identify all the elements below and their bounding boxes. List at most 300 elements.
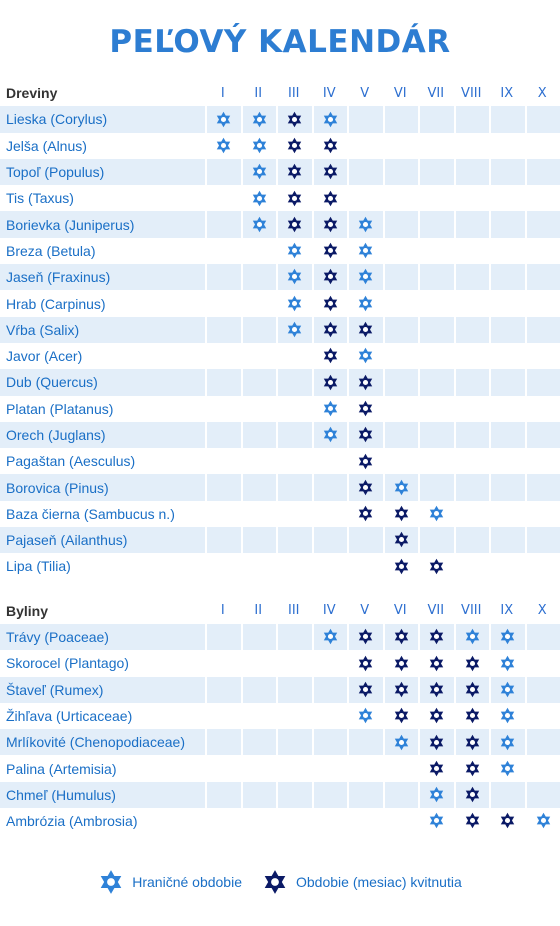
month-header: IX [500,85,514,101]
plant-name: Jaseň (Fraxinus) [0,264,205,290]
month-cell [525,729,560,755]
plant-row [0,501,560,527]
month-cell [525,290,560,316]
month-header: IV [322,603,336,619]
section-header-row [0,598,560,624]
month-cell [525,553,560,579]
month-cell [241,369,277,395]
month-cell [525,527,560,553]
star-of-david-dark-icon [322,268,339,285]
month-cell [276,782,312,808]
month-cell [205,159,241,185]
month-cell [276,808,312,834]
month-cell [418,474,454,500]
month-cell [347,527,383,553]
month-cell [276,650,312,676]
month-cell [276,211,312,237]
month-cell [454,755,490,781]
star-of-david-dark-icon [428,734,445,751]
month-cell [489,650,525,676]
month-cell [276,703,312,729]
star-of-david-dark-icon [286,163,303,180]
star-of-david-dark-icon [464,786,481,803]
plant-name: Orech (Juglans) [0,422,205,448]
month-cell [347,159,383,185]
month-cell [489,343,525,369]
month-cell [276,396,312,422]
star-of-david-dark-icon [464,707,481,724]
month-cell [418,808,454,834]
month-cell [205,527,241,553]
star-of-david-light-icon [499,707,516,724]
month-cell [489,755,525,781]
legend-item-flowering [262,869,462,895]
month-cell [454,159,490,185]
month-cell [205,703,241,729]
month-cell [347,501,383,527]
month-header: III [287,85,300,101]
month-cell [383,185,419,211]
month-cell [383,238,419,264]
month-cell [454,448,490,474]
star-of-david-dark-icon [393,681,410,698]
star-of-david-light-icon [535,812,552,829]
month-cell [489,159,525,185]
star-of-david-light-icon [286,242,303,259]
star-of-david-light-icon [215,111,232,128]
star-of-david-dark-icon [322,242,339,259]
month-cell [489,527,525,553]
star-of-david-light-icon [499,628,516,645]
month-cell [241,159,277,185]
month-cell [418,106,454,132]
month-cell [205,624,241,650]
star-of-david-light-icon [357,295,374,312]
month-cell [383,527,419,553]
month-cell [383,133,419,159]
pollen-calendar-table [0,80,560,834]
star-of-david-light-icon [357,268,374,285]
star-of-david-light-icon [251,111,268,128]
star-of-david-dark-icon [357,400,374,417]
star-of-david-dark-icon [393,655,410,672]
month-cell [418,448,454,474]
plant-name: Chmeľ (Humulus) [0,782,205,808]
month-cell [383,317,419,343]
star-of-david-dark-icon [322,163,339,180]
month-cell [383,624,419,650]
month-cell [454,264,490,290]
star-of-david-dark-icon [357,655,374,672]
month-cell [276,474,312,500]
star-of-david-light-icon [251,190,268,207]
plant-row [0,474,560,500]
star-of-david-dark-icon [464,812,481,829]
month-cell [489,448,525,474]
month-header: II [254,85,263,101]
month-header: VII [427,85,445,101]
month-cell [312,527,348,553]
month-cell [276,106,312,132]
month-cell [312,703,348,729]
star-of-david-light-icon [251,137,268,154]
month-cell [383,422,419,448]
month-cell [241,624,277,650]
month-cell [205,317,241,343]
star-of-david-dark-icon [464,760,481,777]
star-of-david-dark-icon [428,707,445,724]
month-cell [383,808,419,834]
month-cell [383,703,419,729]
month-cell [347,264,383,290]
month-cell [383,677,419,703]
star-of-david-dark-icon [262,869,288,895]
month-header: V [360,85,370,101]
month-cell [454,703,490,729]
plant-name: Ambrózia (Ambrosia) [0,808,205,834]
month-cell [418,755,454,781]
star-of-david-dark-icon [322,295,339,312]
month-cell [312,343,348,369]
month-header: IV [322,85,336,101]
month-cell [241,703,277,729]
month-cell [205,474,241,500]
month-cell [205,553,241,579]
month-cell [489,703,525,729]
star-of-david-dark-icon [322,190,339,207]
month-cell [489,238,525,264]
month-cell [241,290,277,316]
month-cell [276,264,312,290]
month-cell [383,729,419,755]
section-gap [0,580,560,598]
month-cell [276,624,312,650]
month-cell [241,343,277,369]
month-cell [276,238,312,264]
month-cell [205,369,241,395]
month-cell [525,185,560,211]
plant-name: Žihľava (Urticaceae) [0,703,205,729]
plant-name: Skorocel (Plantago) [0,650,205,676]
month-cell [418,703,454,729]
month-cell [454,343,490,369]
month-cell [276,677,312,703]
month-cell [312,264,348,290]
month-cell [489,106,525,132]
month-cell [525,369,560,395]
month-cell [312,501,348,527]
month-cell [276,755,312,781]
month-cell [241,238,277,264]
month-cell [241,755,277,781]
plant-row [0,624,560,650]
month-cell [347,650,383,676]
month-cell [312,808,348,834]
month-cell [525,703,560,729]
month-cell [418,729,454,755]
month-cell [454,369,490,395]
month-header: VIII [461,85,482,101]
month-cell [347,369,383,395]
month-cell [383,501,419,527]
page-title: PEĽOVÝ KALENDÁR [109,24,451,60]
star-of-david-dark-icon [464,681,481,698]
month-cell [418,677,454,703]
month-cell [489,782,525,808]
month-header: X [537,603,547,619]
plant-row [0,422,560,448]
month-cell [241,185,277,211]
plant-name: Tis (Taxus) [0,185,205,211]
month-cell [489,729,525,755]
month-cell [312,677,348,703]
month-header: X [537,85,547,101]
month-cell [312,185,348,211]
star-of-david-light-icon [499,681,516,698]
month-cell [241,448,277,474]
month-cell [347,729,383,755]
month-cell [312,650,348,676]
month-header: I [220,85,225,101]
month-cell [205,290,241,316]
month-cell [489,133,525,159]
month-cell [489,808,525,834]
month-cell [489,211,525,237]
star-of-david-light-icon [215,137,232,154]
plant-row [0,396,560,422]
star-of-david-dark-icon [322,216,339,233]
month-cell [454,396,490,422]
month-cell [418,624,454,650]
star-of-david-dark-icon [322,137,339,154]
month-cell [383,650,419,676]
month-cell [276,422,312,448]
plant-row [0,650,560,676]
month-cell [347,624,383,650]
month-cell [383,264,419,290]
star-of-david-dark-icon [393,707,410,724]
star-of-david-dark-icon [393,531,410,548]
star-of-david-dark-icon [322,321,339,338]
month-cell [525,808,560,834]
star-of-david-dark-icon [428,628,445,645]
month-cell [312,133,348,159]
month-cell [205,755,241,781]
month-cell [241,422,277,448]
month-cell [383,755,419,781]
month-cell [205,422,241,448]
month-cell [312,238,348,264]
month-cell [383,369,419,395]
star-of-david-dark-icon [357,453,374,470]
month-cell [454,650,490,676]
month-header: I [220,603,225,619]
plant-name: Pagaštan (Aesculus) [0,448,205,474]
month-cell [525,317,560,343]
month-cell [347,211,383,237]
star-of-david-light-icon [499,760,516,777]
month-cell [525,474,560,500]
month-cell [454,211,490,237]
month-cell [418,317,454,343]
star-of-david-dark-icon [464,734,481,751]
month-header: VI [393,85,407,101]
month-cell [205,501,241,527]
month-cell [241,553,277,579]
month-cell [312,624,348,650]
month-cell [525,782,560,808]
star-of-david-light-icon [322,400,339,417]
star-of-david-light-icon [357,707,374,724]
month-cell [418,553,454,579]
legend-item-boundary [98,869,242,895]
month-cell [489,501,525,527]
month-cell [525,650,560,676]
month-cell [525,159,560,185]
month-cell [205,133,241,159]
month-cell [241,317,277,343]
month-cell [383,290,419,316]
plant-row [0,133,560,159]
month-cell [312,553,348,579]
month-cell [312,211,348,237]
star-of-david-dark-icon [428,558,445,575]
month-cell [454,782,490,808]
month-cell [454,238,490,264]
month-cell [241,782,277,808]
month-cell [241,264,277,290]
section-header: Dreviny [6,85,58,102]
month-cell [276,553,312,579]
month-cell [525,624,560,650]
month-cell [489,317,525,343]
plant-row [0,703,560,729]
month-cell [241,211,277,237]
month-cell [454,729,490,755]
plant-row [0,159,560,185]
month-cell [312,474,348,500]
month-cell [205,264,241,290]
star-of-david-light-icon [428,812,445,829]
star-of-david-dark-icon [286,216,303,233]
month-cell [418,264,454,290]
month-cell [312,159,348,185]
month-cell [205,211,241,237]
month-cell [347,808,383,834]
star-of-david-light-icon [357,216,374,233]
legend-flowering-label: Obdobie (mesiac) kvitnutia [296,874,462,890]
month-cell [347,317,383,343]
star-of-david-light-icon [322,628,339,645]
month-cell [347,238,383,264]
month-cell [383,474,419,500]
month-cell [347,343,383,369]
month-cell [489,290,525,316]
month-cell [347,677,383,703]
month-cell [241,133,277,159]
month-cell [489,553,525,579]
month-cell [276,317,312,343]
plant-name: Lieska (Corylus) [0,106,205,132]
month-cell [347,782,383,808]
month-cell [347,396,383,422]
star-of-david-dark-icon [499,812,516,829]
star-of-david-light-icon [428,505,445,522]
month-cell [489,624,525,650]
month-cell [418,650,454,676]
month-cell [418,396,454,422]
star-of-david-light-icon [428,786,445,803]
legend [0,866,560,898]
plant-row [0,211,560,237]
month-cell [454,474,490,500]
star-of-david-light-icon [251,216,268,233]
month-cell [312,729,348,755]
month-cell [312,290,348,316]
month-cell [383,782,419,808]
month-cell [205,729,241,755]
star-of-david-light-icon [464,628,481,645]
month-cell [312,369,348,395]
month-cell [454,527,490,553]
month-cell [347,755,383,781]
section-header: Byliny [6,602,49,619]
month-cell [276,527,312,553]
month-cell [454,553,490,579]
month-cell [347,185,383,211]
plant-row [0,369,560,395]
month-cell [347,448,383,474]
star-of-david-dark-icon [357,374,374,391]
star-of-david-dark-icon [393,558,410,575]
month-cell [205,238,241,264]
section-header-row [0,80,560,106]
month-cell [312,396,348,422]
star-of-david-dark-icon [393,628,410,645]
month-cell [525,343,560,369]
plant-row [0,448,560,474]
plant-name: Dub (Quercus) [0,369,205,395]
plant-row [0,808,560,834]
month-cell [418,238,454,264]
month-cell [418,501,454,527]
month-cell [525,422,560,448]
star-of-david-dark-icon [357,321,374,338]
month-cell [205,650,241,676]
month-cell [418,782,454,808]
month-cell [241,474,277,500]
month-cell [241,501,277,527]
star-of-david-light-icon [357,347,374,364]
star-of-david-dark-icon [428,655,445,672]
month-cell [383,343,419,369]
month-cell [276,448,312,474]
month-cell [383,396,419,422]
month-cell [205,782,241,808]
plant-name: Baza čierna (Sambucus n.) [0,501,205,527]
plant-row [0,238,560,264]
star-of-david-dark-icon [393,505,410,522]
month-cell [347,703,383,729]
month-cell [383,211,419,237]
star-of-david-dark-icon [428,681,445,698]
month-cell [525,211,560,237]
month-cell [205,185,241,211]
month-cell [241,396,277,422]
month-cell [418,290,454,316]
month-cell [454,501,490,527]
plant-row [0,729,560,755]
